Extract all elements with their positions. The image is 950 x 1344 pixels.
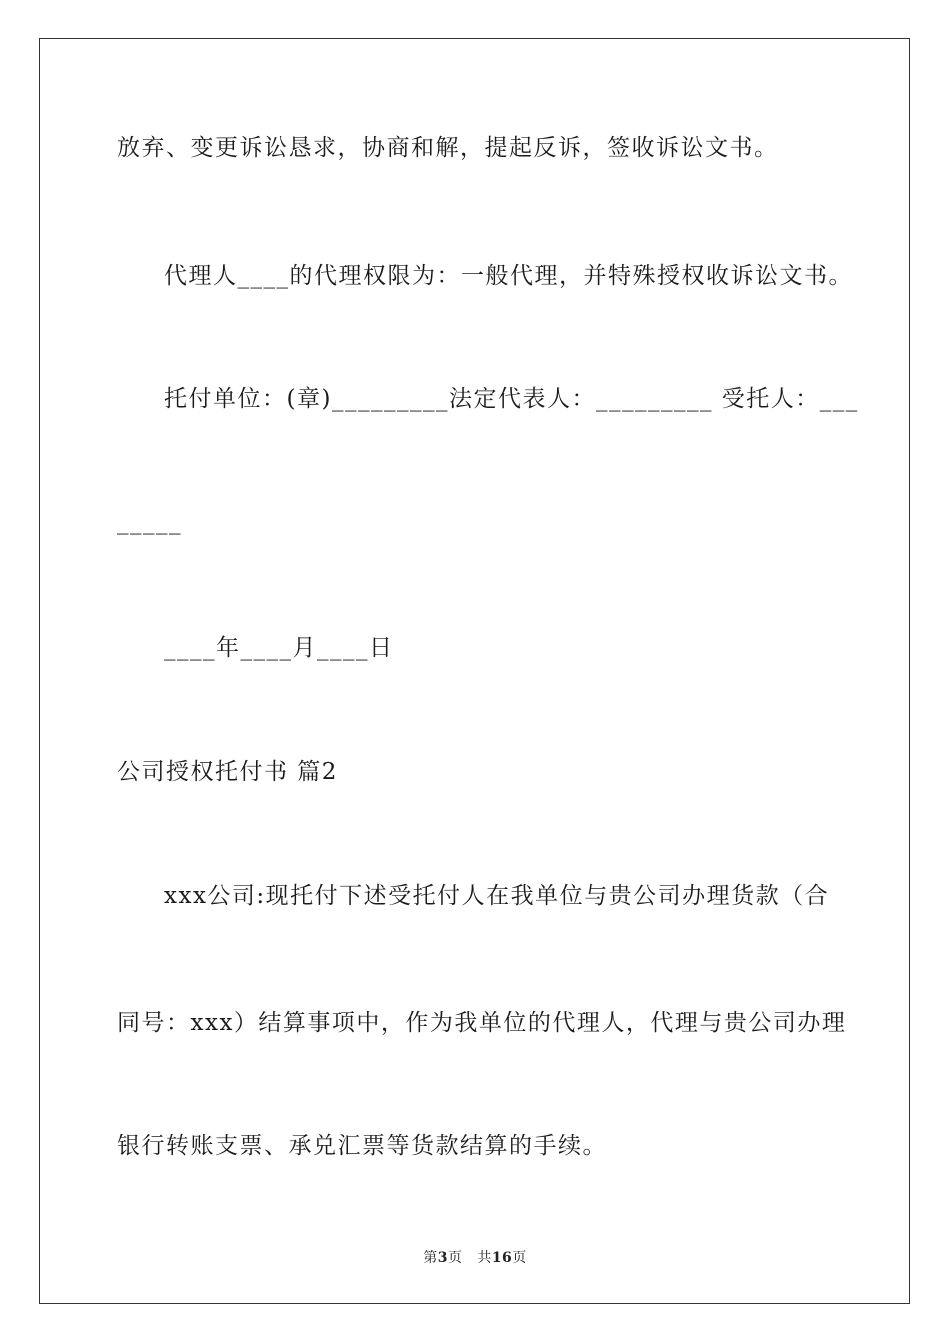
date-line: ____年____月____日 [164, 635, 394, 661]
total-suffix: 页 [512, 1250, 527, 1266]
paragraph-line: 托付单位：(章)_________法定代表人：_________ 受托人：___ [164, 386, 859, 412]
paragraph-line: 代理人____的代理权限为：一般代理，并特殊授权收诉讼文书。 [164, 263, 853, 289]
page-border [39, 38, 910, 1304]
section-heading: 公司授权托付书 篇2 [117, 759, 338, 785]
page-prefix: 第 [423, 1250, 438, 1266]
page-footer [0, 1247, 950, 1267]
total-pages-number: 16 [491, 1250, 513, 1266]
paragraph-line: xxx公司:现托付下述受托付人在我单位与贵公司办理货款（合 [164, 883, 830, 909]
current-page-number: 3 [437, 1250, 448, 1266]
total-prefix: 共 [477, 1250, 492, 1266]
paragraph-line: 放弃、变更诉讼恳求，协商和解，提起反诉，签收诉讼文书。 [117, 135, 779, 161]
paragraph-line: 银行转账支票、承兑汇票等货款结算的手续。 [117, 1133, 607, 1159]
page-suffix: 页 [447, 1250, 463, 1266]
paragraph-line: 同号：xxx）结算事项中，作为我单位的代理人，代理与贵公司办理 [117, 1010, 847, 1036]
paragraph-line: _____ [117, 509, 182, 535]
